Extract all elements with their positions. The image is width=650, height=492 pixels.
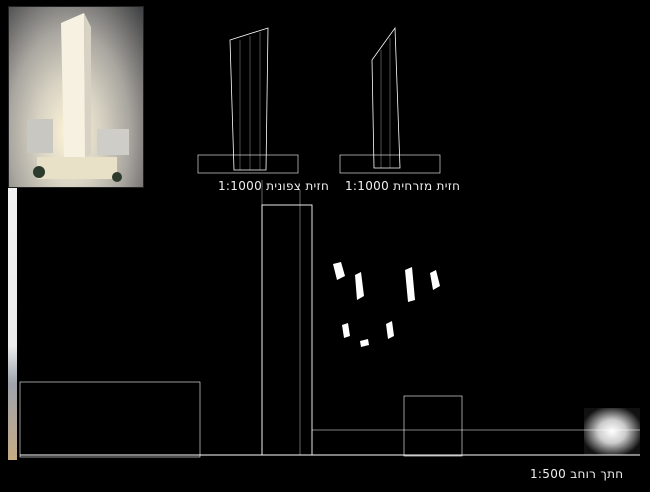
section-cutouts (333, 262, 440, 347)
color-scale-bar (8, 188, 17, 460)
north-elevation-label: חזית צפונית 1:1000 (218, 179, 330, 193)
east-elevation-drawing (340, 28, 440, 173)
cross-section-drawing (20, 180, 640, 457)
east-elevation-label: חזית מזרחית 1:1000 (345, 179, 461, 193)
north-elevation-drawing (198, 28, 298, 173)
cross-section-label: חתך רוחב 1:500 (530, 467, 624, 481)
